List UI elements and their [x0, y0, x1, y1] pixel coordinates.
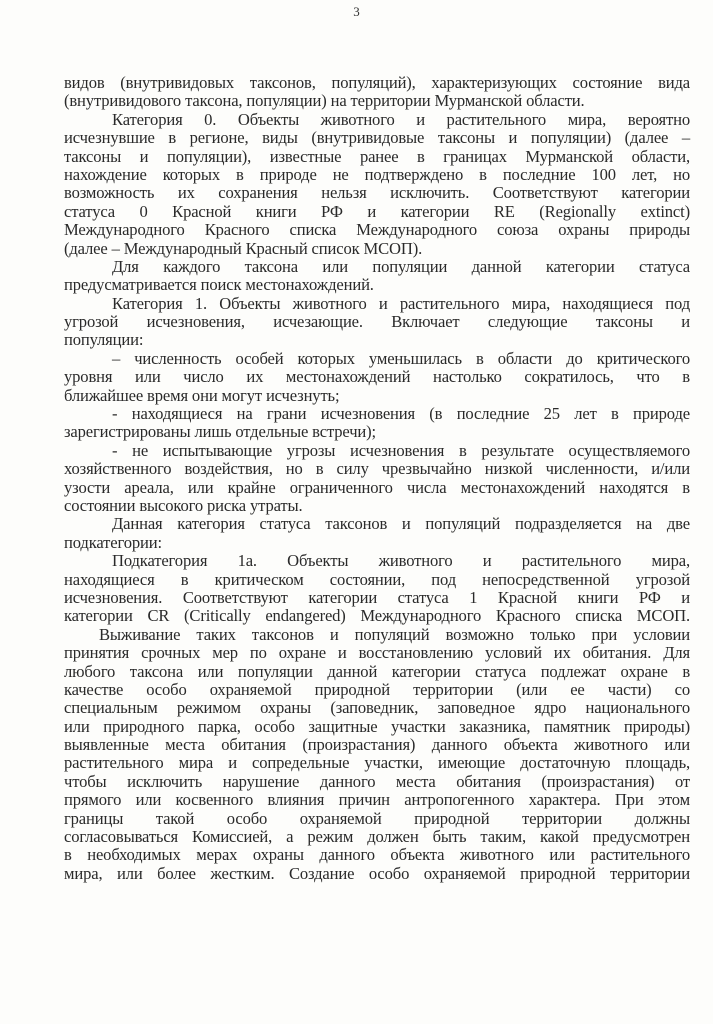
- text-line: Подкатегория 1а. Объекты животного и растительного мира,: [112, 551, 690, 571]
- text-line: ближайшее время они могут исчезнуть;: [64, 385, 340, 405]
- page-number: 3: [353, 4, 360, 19]
- text-line: подкатегории:: [64, 532, 162, 552]
- text-line: – численность особей которых уменьшилась в области до критического: [112, 348, 690, 368]
- text-line: Для каждого таксона или популяции данной категории статуса: [112, 256, 690, 276]
- text-line: Выживание таких таксонов и популяций возможно только при условии: [99, 624, 690, 644]
- text-line: специальным режимом охраны (заповедник, заповедное ядро национального: [64, 698, 690, 718]
- text-line: возможность их сохранения нельзя исключить. Соответствуют категории: [64, 183, 690, 203]
- text-line: прямого или косвенного влияния причин антропогенного характера. При этом: [64, 790, 690, 810]
- text-line: согласовываться Комиссией, а режим должен быть таким, какой предусмотрен: [64, 827, 690, 847]
- text-line: исчезновения. Соответствуют категории статуса 1 Красной книги РФ и: [64, 587, 690, 607]
- text-line: растительного мира и сопредельные участки, имеющие достаточную площадь,: [64, 753, 690, 773]
- text-line: находящиеся в критическом состоянии, под непосредственной угрозой: [64, 569, 690, 589]
- text-line: Категория 1. Объекты животного и растительного мира, находящиеся под: [112, 293, 690, 313]
- text-line: Международного Красного списка Международного союза охраны природы: [64, 220, 690, 240]
- text-line: чтобы исключить нарушение данного места обитания (произрастания) от: [64, 771, 690, 791]
- text-line: уровня или число их местонахождений настолько сократилось, что в: [64, 367, 690, 387]
- text-line: (далее – Международный Красный список МСОП).: [64, 238, 423, 258]
- text-line: категории CR (Critically endangered) Международного Красного списка МСОП.: [64, 606, 690, 626]
- text-line: границы такой особо охраняемой природной территории должны: [64, 808, 690, 828]
- text-line: Данная категория статуса таксонов и популяций подразделяется на две: [112, 514, 690, 534]
- text-line: нахождение которых в природе не подтверждено в последние 100 лет, но: [64, 164, 690, 184]
- text-line: в необходимых мерах охраны данного объекта животного или растительного: [64, 845, 690, 865]
- document-body: [64, 74, 690, 883]
- text-line: популяции:: [64, 330, 144, 350]
- text-line: хозяйственного воздействия, но в силу чрезвычайно низкой численности, и/или: [64, 459, 690, 479]
- text-line: выявленные места обитания (произрастания) данного объекта животного или: [64, 735, 690, 755]
- text-line: состоянии высокого риска утраты.: [64, 495, 303, 515]
- text-line: угрозой исчезновения, исчезающие. Включает следующие таксоны и: [64, 312, 690, 332]
- text-line: Категория 0. Объекты животного и растительного мира, вероятно: [112, 109, 690, 129]
- text-line: зарегистрированы лишь отдельные встречи);: [64, 422, 376, 442]
- text-line: (внутривидового таксона, популяции) на территории Мурманской области.: [64, 91, 585, 111]
- text-line: качестве особо охраняемой природной территории (или ее части) со: [64, 679, 690, 699]
- text-line: таксоны и популяции), известные ранее в границах Мурманской области,: [64, 146, 690, 166]
- text-line: - находящиеся на грани исчезновения (в последние 25 лет в природе: [112, 404, 690, 424]
- text-line: или природного парка, особо защитные участки заказника, памятник природы): [64, 716, 690, 736]
- text-line: исчезнувшие в регионе, виды (внутривидовые таксоны и популяции) (далее –: [64, 128, 690, 148]
- text-line: принятия срочных мер по охране и восстановлению условий их обитания. Для: [64, 643, 690, 663]
- text-line: - не испытывающие угрозы исчезновения в результате осуществляемого: [112, 440, 690, 460]
- text-line: видов (внутривидовых таксонов, популяций), характеризующих состояние вида: [64, 73, 690, 92]
- text-line: статуса 0 Красной книги РФ и категории RE (Regionally extinct): [64, 201, 690, 221]
- text-line: любого таксона или популяции данной категории статуса подлежат охране в: [64, 661, 690, 681]
- text-line: предусматривается поиск местонахождений.: [64, 275, 374, 295]
- text-line: узости ареала, или крайне ограниченного числа местонахождений находятся в: [64, 477, 690, 497]
- text-line: мира, или более жестким. Создание особо охраняемой природной территории: [64, 863, 690, 883]
